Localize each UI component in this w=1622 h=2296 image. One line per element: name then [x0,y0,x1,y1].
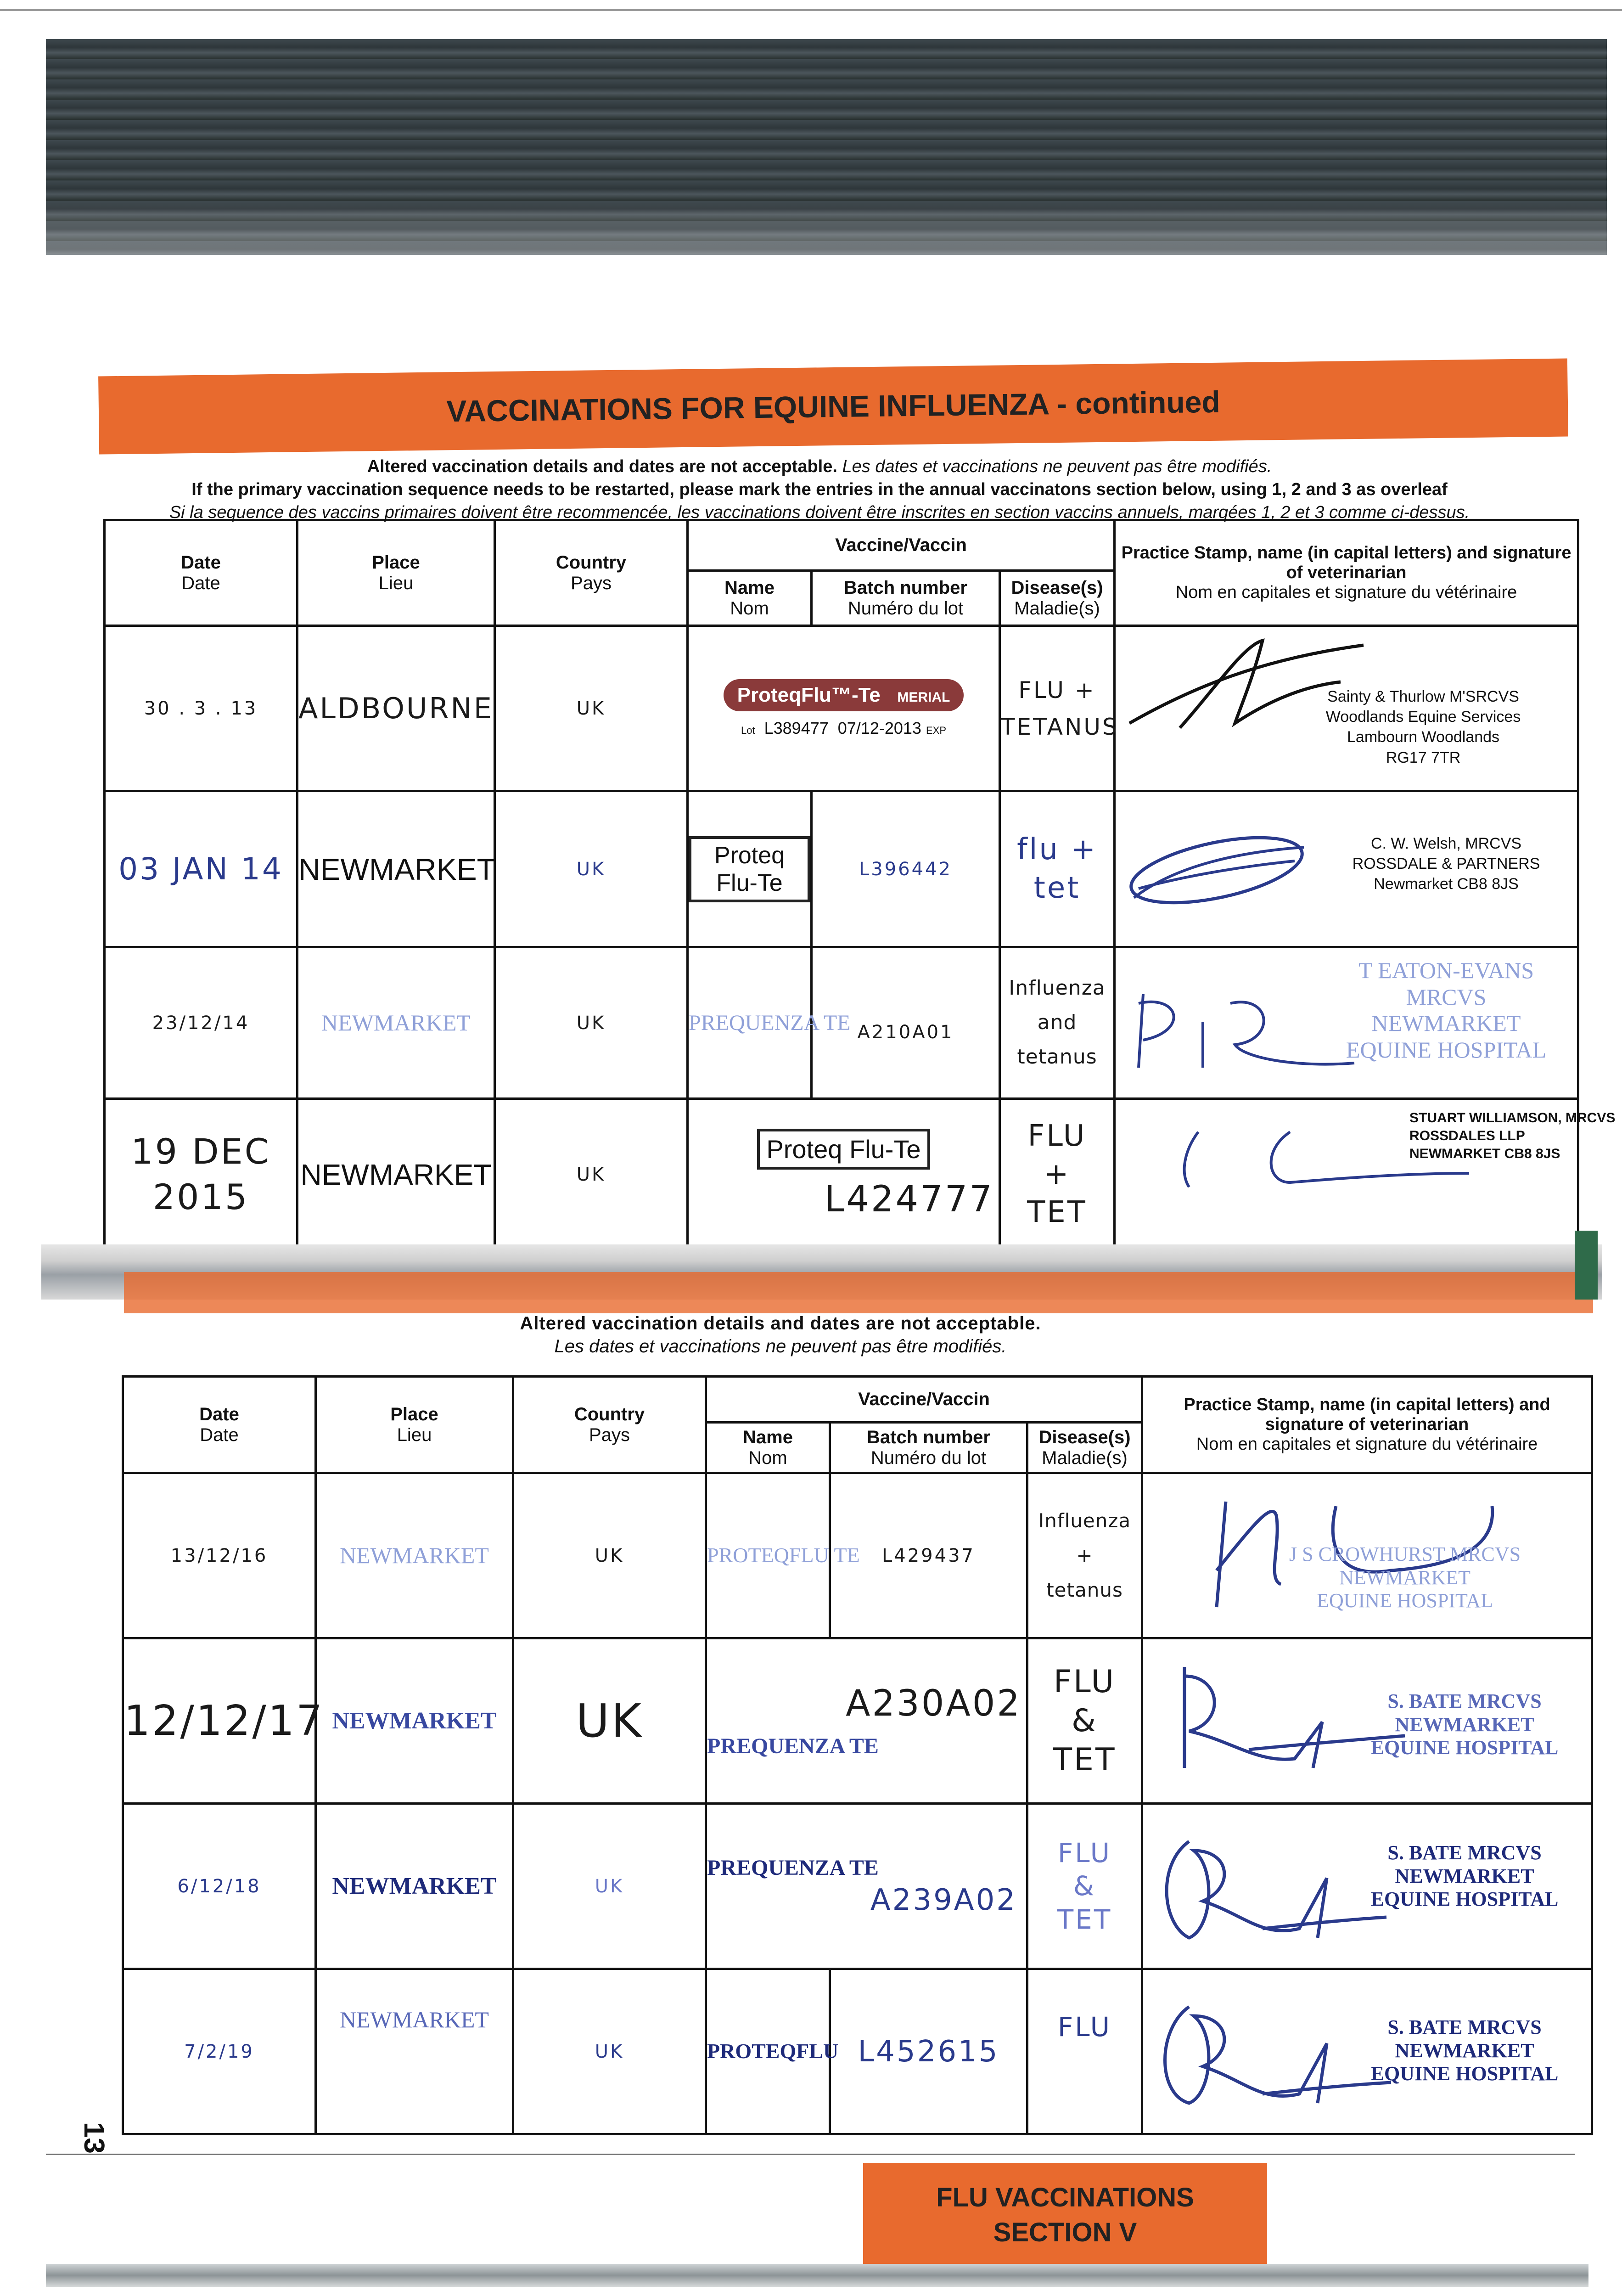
header-date: Date Date [105,520,297,626]
place-cell: ALDBOURNE [297,626,495,791]
name-cell: Proteq Flu-Te [688,791,812,947]
vet-stamp-cell [1142,1804,1592,1969]
disease-cell: FLU [1027,1969,1142,2134]
country-cell: UK [513,1804,706,1969]
place-cell: NEWMARKET [297,791,495,947]
vet-stamp-cell [1142,1969,1592,2134]
header-row [105,520,1578,571]
date-cell: 6/12/18 [123,1804,316,1969]
country-cell: UK [495,791,688,947]
section-badge: FLU VACCINATIONS SECTION V [863,2163,1267,2268]
bottom-rule [46,2154,1575,2155]
vet-stamp-cell [1142,1638,1592,1804]
vet-stamp-text: Sainty & Thurlow M'SRCVS Woodlands Equine Services Lambourn Woodlands RG17 7TR [1325,688,1521,766]
header-place: Place Lieu [297,520,495,626]
header-practice-stamp: Practice Stamp, name (in capital letters) and signature of veterinarian Nom en capitales et signature du vétérinaire [1142,1377,1592,1473]
header-disease: Disease(s) Maladie(s) [1027,1423,1142,1473]
name-cell: PREQUENZA TE [688,947,812,1099]
table-row [123,1969,1592,2134]
disease-cell: FLU + TETANUS [1000,626,1115,791]
header-name: Name Nom [706,1423,830,1473]
header-name: Name Nom [688,571,812,626]
header-vaccine: Vaccine/Vaccin [688,520,1115,571]
date-cell: 23/12/14 [105,947,297,1099]
table-row [123,1473,1592,1638]
table-row [105,947,1578,1099]
table-row [105,1099,1578,1250]
header-batch: Batch number Numéro du lot [830,1423,1027,1473]
orange-strip-remnant [124,1272,1593,1313]
batch-cell: L396442 [812,791,1000,947]
scan-bottom-band [46,2264,1588,2287]
disease-cell: FLU & TET [1027,1804,1142,1969]
header-disease: Disease(s) Maladie(s) [1000,571,1115,626]
date-cell: 19 DEC 2015 [105,1099,297,1250]
date-cell: 30 . 3 . 13 [105,626,297,791]
vet-stamp-text: S. BATE MRCVS NEWMARKET EQUINE HOSPITAL [1370,1690,1559,1759]
batch-cell: A210A01 [812,947,1000,1099]
vet-stamp-text: T EATON-EVANS MRCVS NEWMARKET EQUINE HOSPITAL [1346,957,1547,1063]
table-row [105,626,1578,791]
page-number: 13 [78,2122,110,2154]
name-batch-cell: PREQUENZA TE A239A02 [706,1804,1027,1969]
header-place: Place Lieu [316,1377,513,1473]
vet-stamp-text: S. BATE MRCVS NEWMARKET EQUINE HOSPITAL [1370,2016,1559,2085]
header-country: Country Pays [513,1377,706,1473]
country-cell: UK [495,626,688,791]
name-cell: PROTEQFLU TE [706,1473,830,1638]
disease-cell: Influenza and tetanus [1000,947,1115,1099]
vet-stamp-text: C. W. Welsh, MRCVS ROSSDALE & PARTNERS Newmarket CB8 8JS [1352,835,1540,893]
notice-bottom-line-1: Altered vaccination details and dates are not acceptable. [520,1313,1041,1334]
table-row [123,1804,1592,1969]
disease-cell: FLU + TET [1000,1099,1115,1250]
vet-stamp-text: J S CROWHURST MRCVS NEWMARKET EQUINE HOSPITAL [1289,1543,1521,1612]
notice-bottom-line-2: Les dates et vaccinations ne peuvent pas être modifiés. [554,1336,1007,1356]
country-cell: UK [495,947,688,1099]
notice-line-1: Altered vaccination details and dates are not acceptable. Les dates et vaccinations ne peuvent pas être modifiés. [367,457,1272,476]
batch-cell: L429437 [830,1473,1027,1638]
vet-stamp-text: S. BATE MRCVS NEWMARKET EQUINE HOSPITAL [1370,1841,1559,1911]
table-row [105,791,1578,947]
scan-edge-mark [1575,1231,1598,1300]
vaccine-sticker-cell [688,626,1000,791]
disease-cell: FLU & TET [1027,1638,1142,1804]
country-cell: UK [513,1969,706,2134]
vet-stamp-cell [1142,1473,1592,1638]
section-title: VACCINATIONS FOR EQUINE INFLUENZA - continued [98,358,1568,454]
name-batch-cell: Proteq Flu-Te L424777 [688,1099,1000,1250]
table-row [123,1638,1592,1804]
vet-stamp-cell [1115,947,1578,1099]
notice-line-2: If the primary vaccination sequence needs to be restarted, please mark the entries in the annual vaccinatons section below, using 1, 2 and 3 as overleaf [191,480,1448,499]
place-cell: NEWMARKET [316,1473,513,1638]
sticker-lot-line: Lot L389477 07/12-2013 EXP [741,718,946,737]
header-practice-stamp: Practice Stamp, name (in capital letters) and signature of veterinarian Nom en capitales et signature du vétérinaire [1115,520,1578,626]
place-cell: NEWMARKET [316,1638,513,1804]
header-vaccine: Vaccine/Vaccin [706,1377,1142,1423]
vet-stamp-text: STUART WILLIAMSON, MRCVS ROSSDALES LLP NEWMARKET CB8 8JS [1409,1110,1616,1161]
date-cell: 13/12/16 [123,1473,316,1638]
vaccination-table-2 [122,1375,1593,2135]
disease-cell: Influenza + tetanus [1027,1473,1142,1638]
name-batch-cell: A230A02 PREQUENZA TE [706,1638,1027,1804]
vaccination-table-1 [103,519,1616,1251]
header-row [123,1377,1592,1423]
place-cell: NEWMARKET [316,1804,513,1969]
vet-signature-2 [1120,820,1313,921]
country-cell: UK [513,1638,706,1804]
top-edge-line [0,9,1622,11]
vet-stamp-cell [1115,791,1578,947]
name-cell: PROTEQFLU [706,1969,830,2134]
header-date: Date Date [123,1377,316,1473]
disease-cell: flu + tet [1000,791,1115,947]
batch-cell: L452615 [830,1969,1027,2134]
header-batch: Batch number Numéro du lot [812,571,1000,626]
vet-stamp-cell [1115,1099,1616,1250]
scanned-cover-band [46,39,1607,255]
vet-stamp-cell [1115,626,1578,791]
date-cell: 7/2/19 [123,1969,316,2134]
place-cell: NEWMARKET [297,947,495,1099]
vaccine-sticker: ProteqFlu™-Te MERIAL [724,679,964,711]
date-cell: 03 JAN 14 [105,791,297,947]
notice-line-3: Si la sequence des vaccins primaires doivent être recommencée, les vaccinations doivent être inscrites en section vaccins annuels, marqées 1, 2 et 3 comme ci-dessus. [169,503,1470,522]
header-country: Country Pays [495,520,688,626]
place-cell: NEWMARKET [316,1969,513,2134]
place-cell: NEWMARKET [297,1099,495,1250]
country-cell: UK [513,1473,706,1638]
country-cell: UK [495,1099,688,1250]
date-cell: 12/12/17 [123,1638,316,1804]
